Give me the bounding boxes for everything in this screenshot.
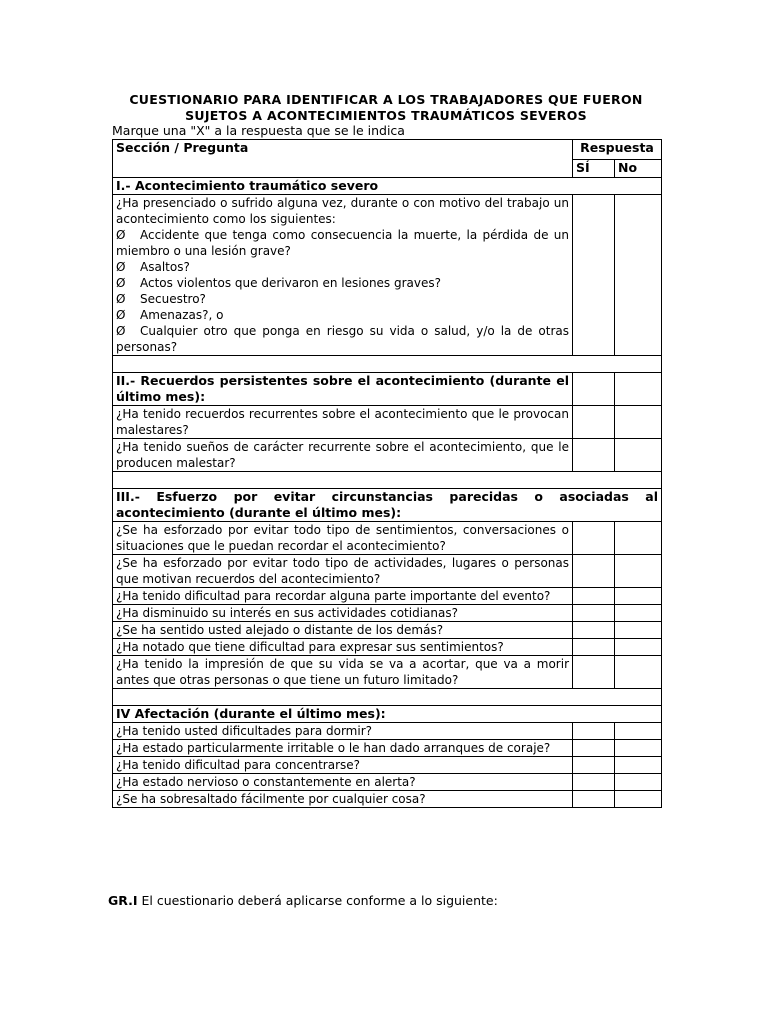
question-4-2: ¿Ha estado particularmente irritable o le han dado arranques de coraje?	[113, 740, 573, 757]
section-4-title: IV Afectación (durante el último mes):	[113, 706, 662, 723]
bullet-item: Ø Actos violentos que derivaron en lesiones graves?	[116, 276, 442, 290]
question-1-1	[113, 195, 573, 356]
question-3-2: ¿Se ha esforzado por evitar todo tipo de actividades, lugares o personas que motivan recuerdos del acontecimiento?	[113, 555, 573, 588]
answer-no-cell[interactable]	[615, 555, 662, 588]
section-1-title: I.- Acontecimiento traumático severo	[113, 178, 662, 195]
answer-no-cell	[615, 373, 662, 406]
question-4-1: ¿Ha tenido usted dificultades para dormir?	[113, 723, 573, 740]
bullet-mark: Ø	[116, 260, 126, 274]
spacer-row	[113, 689, 662, 706]
question-3-5: ¿Se ha sentido usted alejado o distante de los demás?	[113, 622, 573, 639]
bullet-mark: Ø	[116, 276, 126, 290]
section-2-title: II.- Recuerdos persistentes sobre el acontecimiento (durante el último mes):	[113, 373, 573, 406]
header-response: Respuesta	[573, 140, 662, 160]
question-2-2: ¿Ha tenido sueños de carácter recurrente sobre el acontecimiento, que le producen malestar?	[113, 439, 573, 472]
footer-text: El cuestionario deberá aplicarse conforme a lo siguiente:	[141, 893, 498, 908]
answer-yes-cell[interactable]	[573, 774, 615, 791]
answer-yes-cell	[573, 373, 615, 406]
bullet-mark: Ø	[116, 308, 126, 322]
footer-label: GR.I	[108, 893, 138, 908]
answer-yes-cell[interactable]	[573, 406, 615, 439]
question-2-1: ¿Ha tenido recuerdos recurrentes sobre el acontecimiento que le provocan malestares?	[113, 406, 573, 439]
answer-no-cell[interactable]	[615, 439, 662, 472]
question-4-5: ¿Se ha sobresaltado fácilmente por cualquier cosa?	[113, 791, 573, 808]
answer-no-cell[interactable]	[615, 406, 662, 439]
title-line-2: SUJETOS A ACONTECIMIENTOS TRAUMÁTICOS SEVEROS	[185, 108, 587, 123]
bullet-item: Ø Asaltos?	[116, 260, 190, 274]
answer-no-cell[interactable]	[615, 588, 662, 605]
title-line-1: CUESTIONARIO PARA IDENTIFICAR A LOS TRABAJADORES QUE FUERON	[129, 92, 643, 107]
header-yes: SÍ	[573, 160, 615, 178]
bullet-item: Ø Accidente que tenga como consecuencia la muerte, la pérdida de un miembro o una lesión grave?	[116, 228, 569, 258]
answer-no-cell[interactable]	[615, 656, 662, 689]
answer-no-cell[interactable]	[615, 757, 662, 774]
footer-note	[108, 893, 498, 908]
answer-yes-cell[interactable]	[573, 791, 615, 808]
bullet-mark: Ø	[116, 228, 126, 242]
answer-no-cell[interactable]	[615, 774, 662, 791]
bullet-item: Ø Secuestro?	[116, 292, 206, 306]
answer-no-cell[interactable]	[615, 622, 662, 639]
spacer-row	[113, 356, 662, 373]
answer-yes-cell[interactable]	[573, 588, 615, 605]
answer-yes-cell[interactable]	[573, 656, 615, 689]
answer-no-cell[interactable]	[615, 195, 662, 356]
answer-yes-cell[interactable]	[573, 522, 615, 555]
document-title	[112, 92, 660, 124]
question-3-4: ¿Ha disminuido su interés en sus actividades cotidianas?	[113, 605, 573, 622]
question-3-1: ¿Se ha esforzado por evitar todo tipo de sentimientos, conversaciones o situaciones que le puedan recordar el acontecimiento?	[113, 522, 573, 555]
question-3-6: ¿Ha notado que tiene dificultad para expresar sus sentimientos?	[113, 639, 573, 656]
answer-yes-cell[interactable]	[573, 757, 615, 774]
header-no: No	[615, 160, 662, 178]
question-4-3: ¿Ha tenido dificultad para concentrarse?	[113, 757, 573, 774]
bullet-mark: Ø	[116, 324, 126, 338]
header-section-question: Sección / Pregunta	[113, 140, 573, 178]
answer-no-cell[interactable]	[615, 522, 662, 555]
answer-yes-cell[interactable]	[573, 195, 615, 356]
question-4-4: ¿Ha estado nervioso o constantemente en alerta?	[113, 774, 573, 791]
questionnaire-table	[112, 139, 662, 808]
section-3-title: III.- Esfuerzo por evitar circunstancias parecidas o asociadas al acontecimiento (durante el último mes):	[113, 489, 662, 522]
answer-yes-cell[interactable]	[573, 439, 615, 472]
answer-yes-cell[interactable]	[573, 605, 615, 622]
bullet-item: Ø Cualquier otro que ponga en riesgo su vida o salud, y/o la de otras personas?	[116, 324, 569, 354]
answer-no-cell[interactable]	[615, 723, 662, 740]
answer-yes-cell[interactable]	[573, 555, 615, 588]
instruction-text: Marque una "X" a la respuesta que se le indica	[112, 123, 405, 138]
question-1-1-intro: ¿Ha presenciado o sufrido alguna vez, durante o con motivo del trabajo un acontecimiento como los siguientes:	[116, 196, 569, 226]
answer-no-cell[interactable]	[615, 791, 662, 808]
question-3-3: ¿Ha tenido dificultad para recordar alguna parte importante del evento?	[113, 588, 573, 605]
question-3-7: ¿Ha tenido la impresión de que su vida se va a acortar, que va a morir antes que otras personas o que tiene un futuro limitado?	[113, 656, 573, 689]
bullet-mark: Ø	[116, 292, 126, 306]
spacer-row	[113, 472, 662, 489]
answer-no-cell[interactable]	[615, 740, 662, 757]
answer-yes-cell[interactable]	[573, 723, 615, 740]
bullet-item: Ø Amenazas?, o	[116, 308, 224, 322]
answer-yes-cell[interactable]	[573, 740, 615, 757]
answer-no-cell[interactable]	[615, 605, 662, 622]
answer-yes-cell[interactable]	[573, 639, 615, 656]
answer-yes-cell[interactable]	[573, 622, 615, 639]
answer-no-cell[interactable]	[615, 639, 662, 656]
question-1-1-bullets	[116, 227, 569, 355]
